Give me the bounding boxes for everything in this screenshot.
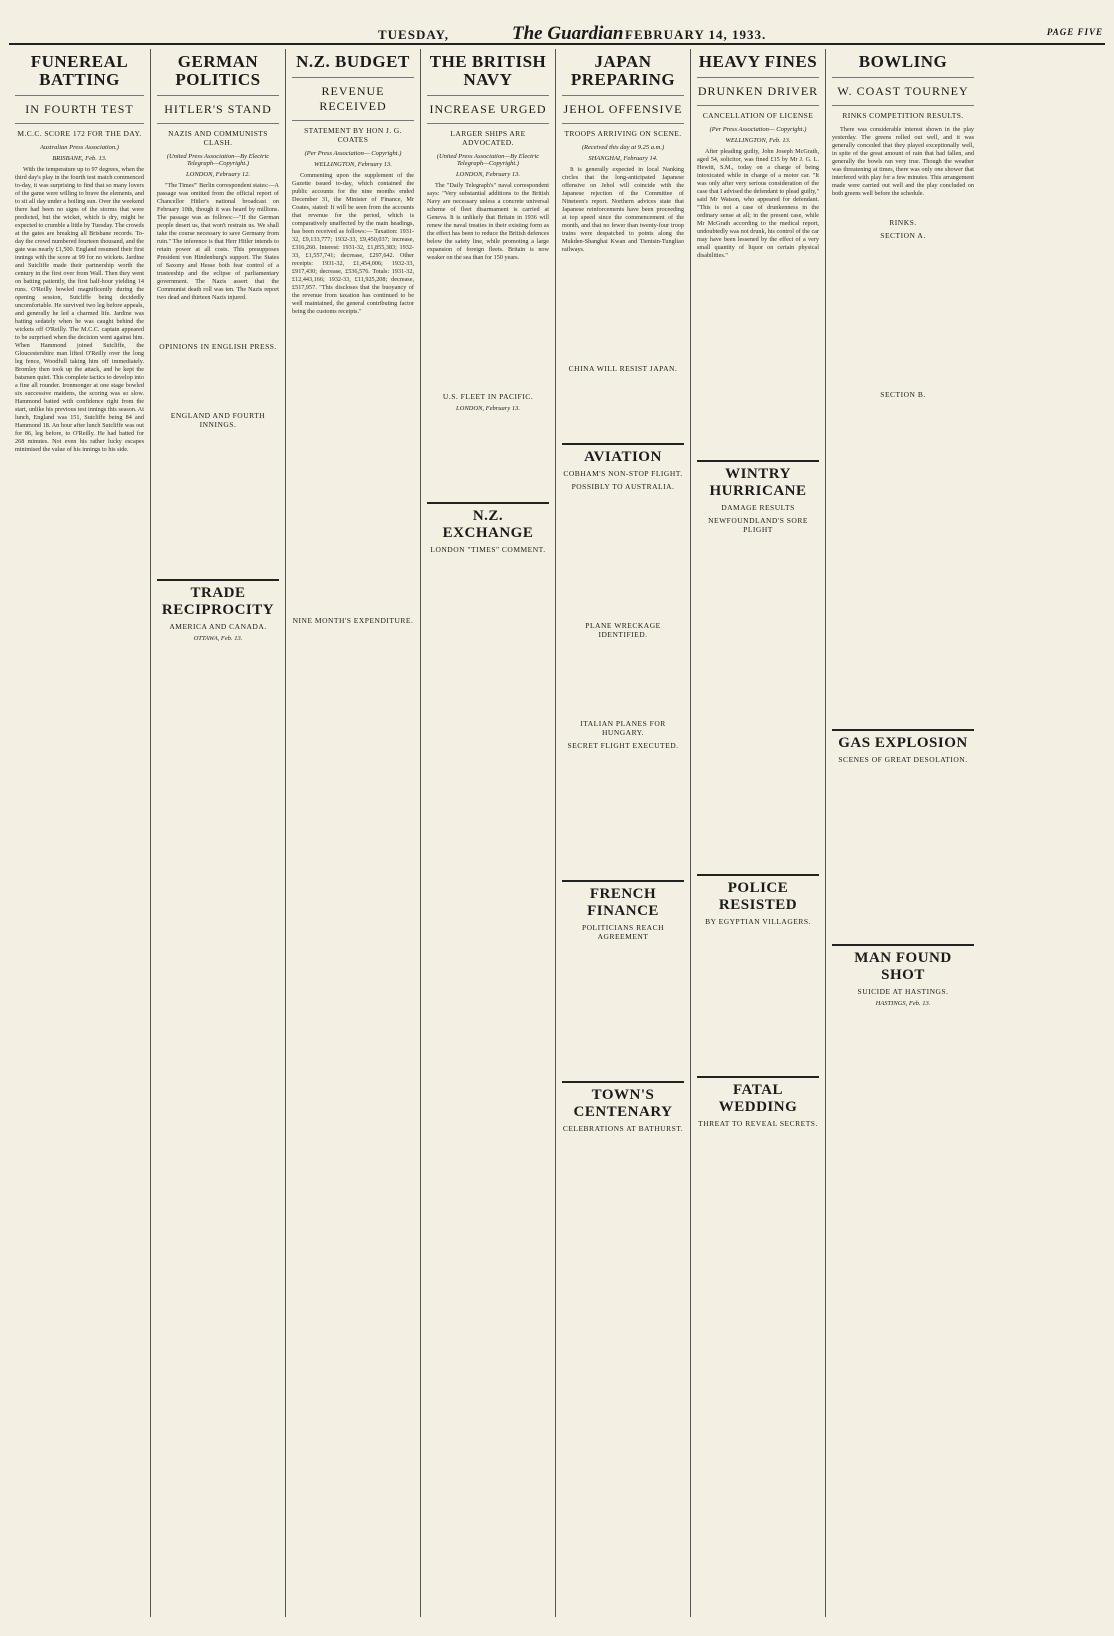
columns (9, 49, 1105, 1617)
headline-french-finance: FRENCH FINANCE (587, 885, 659, 919)
subhead-damage-results: DAMAGE RESULTS (721, 502, 795, 512)
subhead-america-canada: AMERICA AND CANADA. (169, 621, 267, 631)
dateline: WELLINGTON, February 13. (314, 160, 392, 168)
subhead-drunken-driver: DRUNKEN DRIVER (697, 77, 819, 99)
column-british-navy (421, 49, 556, 1617)
subhead-london-times: LONDON "TIMES" COMMENT. (430, 544, 546, 554)
subhead-egyptian-villagers: BY EGYPTIAN VILLAGERS. (705, 916, 811, 926)
divider (832, 729, 974, 731)
subhead-coast-tourney: W. COAST TOURNEY (832, 77, 974, 99)
headline-police-resisted: POLICE RESISTED (718, 879, 798, 913)
headline-aviation: AVIATION (584, 448, 662, 465)
deck-nazis-communists: NAZIS AND COMMUNISTS CLASH. (157, 123, 279, 147)
divider (427, 502, 549, 504)
masthead-paper-title: The Guardian (512, 23, 624, 44)
headline-funereal-batting: FUNEREAL BATTING (30, 52, 129, 89)
article-body (562, 166, 684, 254)
deck-cancellation-license: CANCELLATION OF LICENSE (697, 105, 819, 120)
headline-bowling: BOWLING (858, 52, 948, 71)
column-cricket (9, 49, 151, 1617)
divider (562, 880, 684, 882)
subhead-section-a: SECTION A. (880, 230, 926, 240)
masthead (9, 9, 1105, 45)
subhead-possibly-australia: POSSIBLY TO AUSTRALIA. (571, 481, 675, 491)
divider (697, 1076, 819, 1078)
subhead-cobham-flight: COBHAM'S NON-STOP FLIGHT. (563, 468, 683, 478)
article-text: "The Times'" Berlin correspondent states:—A passage was omitted from the official report of Chancellor Hitler's national broadcast on February 10th, though it was heard by millions. The passage was as follows:—"If the German people desert us, that won't restrain us. We shall take the course necessary to save Germany from ruin." The inference is that Herr Hitler intends to retain power at all costs. This presupposes President von Hindenburg's support. The States of Saxony and Hesse both fear control of a trusteeship and the eclipse of parliamentary government. The Nazis assert that the Communist death roll was ten. The Nazis report two dead and thirteen Nazis injured. (157, 181, 279, 301)
headline-british-navy: THE BRITISH NAVY (429, 52, 547, 89)
subhead-jehol-offensive: JEHOL OFFENSIVE (562, 95, 684, 117)
subhead-celebrations-bathurst: CELEBRATIONS AT BATHURST. (562, 1123, 684, 1133)
article-text: With the temperature up to 97 degrees, when the third day's play in the fourth test match commenced to-day, it was surprising to find that so many lovers of the game were willing to brave the elements, and to sit all day under a boiling sun. Over the weekend there had been no signs of the storms that were predicted, but the wicket, which is dry, might be expected to crumble a little by Tuesday. The crowds at the gates are breaking all Brisbane records. To-day the crowd numbered fourteen thousand, and the gate was nearly £1,500. England resumed their first innings with the score at 99 for no wickets. Jardine and Sutcliffe made their partnership worth the century in the first over from Wall. Then they went on batting patiently, the first half-hour yielding 14 runs. O'Reilly bowled magnificently during the opening session, Sutcliffe being decidedly uncomfortable. He survived two leg before appeals, and generally he led a charmed life. Jardine was batting sedately when he was caught behind the wickets off O'Reilly. The M.C.C. captain appeared to be surprised when the decision went against him. When Hammond joined Sutcliffe, the Gloucestershire man lifted O'Reilly over the long leg fence, Woodfull taking him off immediately. Bromley then took up the attack, and he kept the batsmen quiet. This complete tactics to develop into a fine all rounder. Ironmonger at one stage bowled six successive maidens, the scoring was so slow. Hammond batted with confidence right from the start, unlike his previous test innings this season. At lunch, England was 151, Sutcliffe being 84 and Hammond 18. An hour after lunch Sutcliffe was out for 86, leg before, to O'Reilly. He had batted for 268 minutes. Not even his rather lucky escapes minimised the value of his innings to his side. (15, 165, 144, 453)
subhead-secret-flight: SECRET FLIGHT EXECUTED. (567, 740, 679, 750)
subhead-nine-months-expenditure: NINE MONTH'S EXPENDITURE. (292, 615, 414, 625)
article-body (15, 166, 144, 454)
dateline: OTTAWA, Feb. 13. (193, 634, 243, 642)
subhead-fourth-test: IN FOURTH TEST (15, 95, 144, 117)
credit-line: (United Press Association—By Electric Telegraph—Copyright.) (166, 152, 270, 167)
headline-nz-budget: N.Z. BUDGET (296, 52, 410, 71)
subhead-increase-urged: INCREASE URGED (427, 95, 549, 117)
dateline: SHANGHAI, February 14. (588, 154, 658, 162)
article-text: There was considerable interest shown in the play yesterday. The greens rolled out well, and it was generally conceded that they played exceptionally well, in spite of the great amount of rain that had fallen, and generally the bowls ran very true. Though the weather was threatening at times, there was only one shower that interfered with play for a few minutes. This arrangement made were carried out well and the play concluded on both greens well before the schedule. (832, 125, 974, 197)
deck-newfoundland: NEWFOUNDLAND'S SORE PLIGHT (708, 515, 808, 534)
column-nz-budget (286, 49, 421, 1617)
divider (562, 443, 684, 445)
article-text: Commenting upon the supplement of the Gazette issued to-day, which contained the public accounts for the nine months ended December 31, the Minister of Finance, Mr Coates, stated: It will be seen from the accounts that revenue for the period, which is comparatively unaffected by the main headings, has been received as follows:— Taxation: 1931-32, £9,133,777; 1932-33, £9,450,037; increase, £316,260. Interest: 1931-32, £1,855,383; 1932-33, £1,557,741; decrease, £297,642. Other receipts: 1931-32, £1,454,006; 1932-33, £917,430; decrease, £536,576. Totals: 1931-32, £12,443,166; 1932-33, £11,925,208; decrease, £517,957. "This discloses that the buoyancy of the revenue from taxation has continued to be well maintained, the general contributing factor being the customs receipts." (292, 171, 414, 315)
subhead-suicide-hastings: SUICIDE AT HASTINGS. (857, 986, 949, 996)
headline-man-found-shot: MAN FOUND SHOT (854, 949, 952, 983)
column-bowling (826, 49, 980, 1617)
subhead-china-resist: CHINA WILL RESIST JAPAN. (568, 363, 678, 373)
article-body (697, 148, 819, 260)
deck-rinks-results: RINKS COMPETITION RESULTS. (832, 105, 974, 120)
subhead-politicians-agreement: POLITICIANS REACH AGREEMENT (581, 922, 665, 941)
headline-trade-reciprocity: TRADE RECIPROCITY (161, 584, 275, 618)
subhead-fourth-innings: ENGLAND AND FOURTH INNINGS. (170, 410, 266, 429)
dateline: HASTINGS, Feb. 13. (875, 999, 931, 1007)
dateline: LONDON, February 13. (456, 170, 520, 178)
divider (697, 460, 819, 462)
article-body (157, 182, 279, 302)
subhead-rinks: RINKS. (889, 217, 917, 227)
headline-fatal-wedding: FATAL WEDDING (718, 1081, 798, 1115)
masthead-page-number: PAGE FIVE (1046, 27, 1103, 37)
deck-larger-ships: LARGER SHIPS ARE ADVOCATED. (427, 123, 549, 147)
dateline: BRISBANE, Feb. 13. (52, 154, 107, 162)
subhead-section-b: SECTION B. (880, 389, 926, 399)
subhead-opinions-press: OPINIONS IN ENGLISH PRESS. (159, 341, 277, 351)
article-text: The "Daily Telegraph's" naval correspondent says: "Very substantial additions to the British Navy are necessary unless a concrete universal scheme of fleet disarmament is carried at Geneva. It is unlikely that Britain in 1936 will renew the naval treaties in their existing form as the effect has been to reduce the British defences below the safety line, while promoting a large expansion of foreign fleets. Britain is now weaker on the sea than for 150 years. (427, 181, 549, 261)
headline-heavy-fines: HEAVY FINES (698, 52, 818, 71)
article-body (427, 182, 549, 262)
credit-line: (Per Press Association— Copyright.) (709, 125, 807, 133)
dateline: WELLINGTON, Feb. 13. (725, 136, 791, 144)
deck-troops-arriving: TROOPS ARRIVING ON SCENE. (562, 123, 684, 138)
credit-line: (United Press Association—By Electric Telegraph—Copyright.) (436, 152, 540, 167)
credit-line: (Per Press Association— Copyright.) (304, 149, 402, 157)
article-text: It is generally expected in local Nanking circles that the long-anticipated Japanese offensive on Jehol will coincide with the Japanese rejection of the Committee of Nineteen's report. Northern advices state that Japanese reinforcements have been proceeding at top speed since the commencement of the month, and that no fewer than twenty-four troop trains were despatched to points along the Mukden-Shanghai Kwan and Tientsin-Tungliao railways. (562, 165, 684, 253)
newspaper-page (9, 9, 1105, 1618)
subhead-italian-planes: ITALIAN PLANES FOR HUNGARY. (580, 718, 666, 737)
headline-german-politics: GERMAN POLITICS (175, 52, 261, 89)
subhead-plane-wreckage: PLANE WRECKAGE IDENTIFIED. (585, 620, 661, 639)
subhead-reveal-secrets: THREAT TO REVEAL SECRETS. (698, 1118, 818, 1128)
column-german-politics (151, 49, 286, 1617)
divider (157, 579, 279, 581)
credit-line: Australian Press Association.) (40, 143, 119, 151)
subhead-revenue-received: REVENUE RECEIVED (292, 77, 414, 114)
deck-mcc-score: M.C.C. SCORE 172 FOR THE DAY. (15, 123, 144, 138)
dateline: LONDON, February 12. (186, 170, 250, 178)
credit-line: (Received this day at 9.25 a.m.) (581, 143, 665, 151)
masthead-day: TUESDAY, (378, 27, 449, 42)
subhead-hitlers-stand: HITLER'S STAND (157, 95, 279, 117)
article-body (832, 126, 974, 198)
masthead-date: FEBRUARY 14, 1933. (625, 27, 767, 42)
deck-statement-coates: STATEMENT BY HON J. G. COATES (292, 120, 414, 144)
headline-wintry-hurricane: WINTRY HURRICANE (709, 465, 807, 499)
article-text: After pleading guilty, John Joseph McGrath, aged 54, solicitor, was fined £15 by Mr J. G. L. Hewitt, S.M., today on a charge of being intoxicated while in charge of a motor car. "It was only after very serious consideration of the case that I advised the defendant to plead guilty," said Mr Watson, who appeared for defendant. "This is not a case of drunkenness in the ordinary sense at all; in the present case, while Mr McGrath according to the medical report, undoubtedly was not drunk, his control of the car may have been lessened by the effect of a very small quantity of liquor on certain physical disabilities." (697, 147, 819, 259)
article-body (292, 172, 414, 316)
headline-towns-centenary: TOWN'S CENTENARY (573, 1086, 673, 1120)
dateline: LONDON, February 13. (456, 404, 520, 412)
column-heavy-fines (691, 49, 826, 1617)
subhead-us-fleet-pacific: U.S. FLEET IN PACIFIC. (442, 391, 534, 401)
divider (562, 1081, 684, 1083)
subhead-desolation: SCENES OF GREAT DESOLATION. (838, 754, 968, 764)
divider (697, 874, 819, 876)
headline-japan-preparing: JAPAN PREPARING (570, 52, 676, 89)
column-japan (556, 49, 691, 1617)
headline-gas-explosion: GAS EXPLOSION (838, 734, 968, 751)
divider (832, 944, 974, 946)
headline-nz-exchange: N.Z. EXCHANGE (442, 507, 534, 541)
